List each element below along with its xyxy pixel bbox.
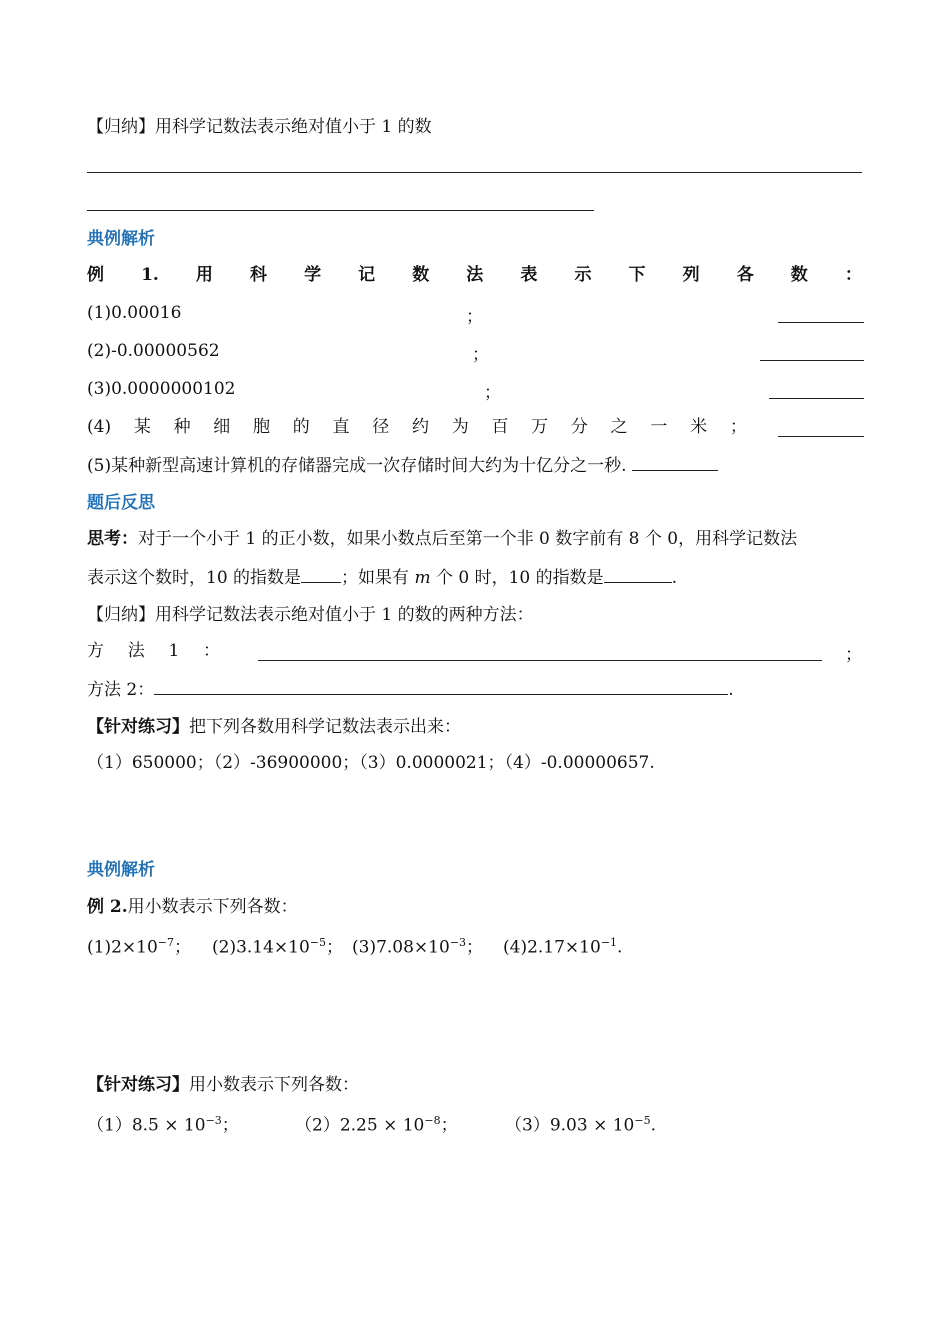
example1-item-4-char: 一 [650, 417, 668, 437]
think-text-2a: 表示这个数时，10 的指数是 [87, 568, 302, 588]
example1-title-char: 下 [628, 265, 646, 285]
example1-item-3-blank[interactable] [769, 398, 864, 399]
method1-label-char: 法 [127, 641, 145, 661]
method1-label-char: ： [202, 641, 220, 661]
example2-item-1-exp: −7 [157, 936, 174, 949]
example2-item-2-exp: −5 [309, 936, 327, 949]
practice2-item-1-num: （1） [87, 1115, 132, 1136]
method2-blank[interactable] [154, 678, 728, 695]
practice2-item-3-num: （3） [505, 1115, 550, 1136]
example1-item-4-char: 的 [292, 417, 310, 437]
example1-title-char: 数 [790, 265, 808, 285]
example1-item-3-label: (3)0.0000000102 [87, 379, 236, 399]
example1-title-char: 用 [195, 265, 213, 285]
practice2-item-3-end: . [650, 1115, 656, 1136]
method1-line [87, 640, 220, 662]
section-title-example: 典例解析 [87, 229, 155, 249]
example1-item-1-blank[interactable] [778, 322, 864, 323]
practice2-item-3-base: 9.03 × 10 [549, 1115, 635, 1136]
example2-item-1 [87, 932, 191, 959]
method2-line [87, 678, 734, 701]
example1-item-2 [87, 340, 220, 362]
example2-item-4-base: (4)2.17×10 [503, 937, 601, 958]
example1-title-char: 法 [466, 265, 484, 285]
practice2-item-1-end: ； [221, 1115, 239, 1136]
example1-item-2-blank[interactable] [760, 360, 864, 361]
example2-item-3-base: (3)7.08×10 [352, 937, 450, 958]
think-line-2 [87, 566, 677, 589]
example1-item-1-sep: ； [466, 307, 483, 327]
example2-item-2-base: (2)3.14×10 [212, 937, 310, 958]
example1-item-4-char: 百 [491, 417, 509, 437]
example1-item-4-char: (4) [87, 417, 112, 437]
example1-item-5-text: (5)某种新型高速计算机的存储器完成一次存储时间大约为十亿分之一秒. [87, 456, 627, 476]
example1-title-char: 各 [736, 265, 754, 285]
practice1-heading [87, 716, 461, 738]
practice2-item-2-exp: −8 [424, 1114, 441, 1127]
example1-item-4-char: 之 [610, 417, 628, 437]
example1-title-char: 数 [412, 265, 430, 285]
example1-item-4-char: 种 [173, 417, 191, 437]
think-blank-2[interactable] [604, 566, 672, 583]
think-blank-1[interactable] [301, 566, 341, 583]
practice2-item-1-base: 8.5 × 10 [131, 1115, 206, 1136]
section-title-example-2: 典例解析 [87, 860, 155, 880]
example1-item-3-sep: ； [484, 383, 501, 403]
example2-item-1-base: (1)2×10 [87, 937, 158, 958]
example1-item-4-char: 米 [690, 417, 708, 437]
example1-title-char: 科 [249, 265, 267, 285]
example1-item-4-char: 分 [570, 417, 588, 437]
example1-title-char: ： [844, 265, 862, 285]
example2-item-3-end: ； [466, 937, 484, 958]
example1-title-char: 列 [682, 265, 700, 285]
think-var-m: m [414, 568, 431, 588]
example1-item-2-sep: ； [472, 345, 489, 365]
think-text-2c: 个 0 时，10 的指数是 [430, 568, 604, 588]
example1-item-4-char: 约 [411, 417, 429, 437]
section-title-reflect: 题后反思 [87, 493, 155, 513]
answer-line-2 [87, 210, 594, 211]
practice2-label: 【针对练习】 [87, 1075, 189, 1095]
example2-label: 例 2. [87, 897, 128, 917]
example1-item-4-char: 胞 [253, 417, 271, 437]
example2-item-2 [212, 932, 343, 959]
example1-item-5-blank[interactable] [632, 454, 718, 471]
method1-label-char: 方 [87, 641, 104, 661]
example1-item-2-label: (2)-0.00000562 [87, 341, 220, 361]
example1-title-char: 学 [304, 265, 322, 285]
practice1-text: 把下列各数用科学记数法表示出来： [189, 717, 461, 737]
example1-item-4-char: 为 [451, 417, 469, 437]
example2-item-4 [503, 932, 622, 959]
example2-item-3-exp: −3 [449, 936, 467, 949]
practice2-item-2 [295, 1110, 458, 1137]
practice1-label: 【针对练习】 [87, 717, 189, 737]
practice2-text: 用小数表示下列各数： [189, 1075, 359, 1095]
example1-item-4-blank[interactable] [778, 436, 864, 437]
example1-item-4-char: ； [729, 417, 747, 437]
example2-item-1-end: ； [174, 937, 191, 958]
method1-end: ； [845, 645, 862, 665]
practice2-item-3-exp: −5 [634, 1114, 651, 1127]
example2-item-2-end: ； [326, 937, 344, 958]
practice2-item-2-base: 2.25 × 10 [339, 1115, 425, 1136]
method1-blank[interactable] [258, 660, 822, 661]
example2-item-4-exp: −1 [600, 936, 618, 949]
think-text-2b: ；如果有 [341, 568, 415, 588]
example1-item-4 [87, 416, 747, 438]
example1-item-4-char: 万 [531, 417, 549, 437]
summary-heading-1: 【归纳】用科学记数法表示绝对值小于 1 的数 [87, 117, 432, 137]
example2-heading [87, 896, 298, 918]
practice2-item-1 [87, 1110, 239, 1137]
example1-item-5 [87, 454, 718, 477]
example1-item-4-char: 细 [213, 417, 231, 437]
example1-title [87, 264, 862, 286]
example1-title-char: 示 [574, 265, 592, 285]
example1-title-char: 记 [358, 265, 376, 285]
example2-item-4-end: . [617, 937, 623, 958]
example1-title-char: 1. [141, 265, 159, 285]
summary-heading-2: 【归纳】用科学记数法表示绝对值小于 1 的数的两种方法： [87, 605, 534, 625]
think-line-1 [87, 528, 797, 550]
example1-item-3 [87, 378, 235, 400]
think-text-1: 对于一个小于 1 的正小数，如果小数点后至第一个非 0 数字前有 8 个 0，用科学记数法 [138, 529, 798, 549]
example1-item-1-label: (1)0.00016 [87, 303, 182, 323]
example1-item-1 [87, 302, 181, 324]
method2-end: . [728, 680, 734, 700]
example1-item-4-char: 某 [133, 417, 151, 437]
practice2-item-2-num: （2） [295, 1115, 340, 1136]
method2-label: 方法 2： [87, 680, 155, 700]
example1-title-char: 例 [87, 265, 104, 285]
think-text-2d: . [671, 568, 678, 588]
practice2-heading [87, 1074, 359, 1096]
practice1-items: （1）650000；（2）-36900000；（3）0.0000021；（4）-0.00000657. [87, 753, 655, 773]
answer-line-1 [87, 172, 862, 173]
practice2-item-2-end: ； [440, 1115, 458, 1136]
example1-item-4-char: 直 [332, 417, 350, 437]
practice2-item-3 [505, 1110, 656, 1137]
practice2-item-1-exp: −3 [205, 1114, 222, 1127]
example2-item-3 [352, 932, 483, 959]
think-label: 思考： [87, 529, 138, 549]
example1-item-4-char: 径 [372, 417, 390, 437]
example2-text: 用小数表示下列各数： [127, 897, 298, 917]
example1-title-char: 表 [520, 265, 538, 285]
method1-label-char: 1 [168, 641, 180, 661]
